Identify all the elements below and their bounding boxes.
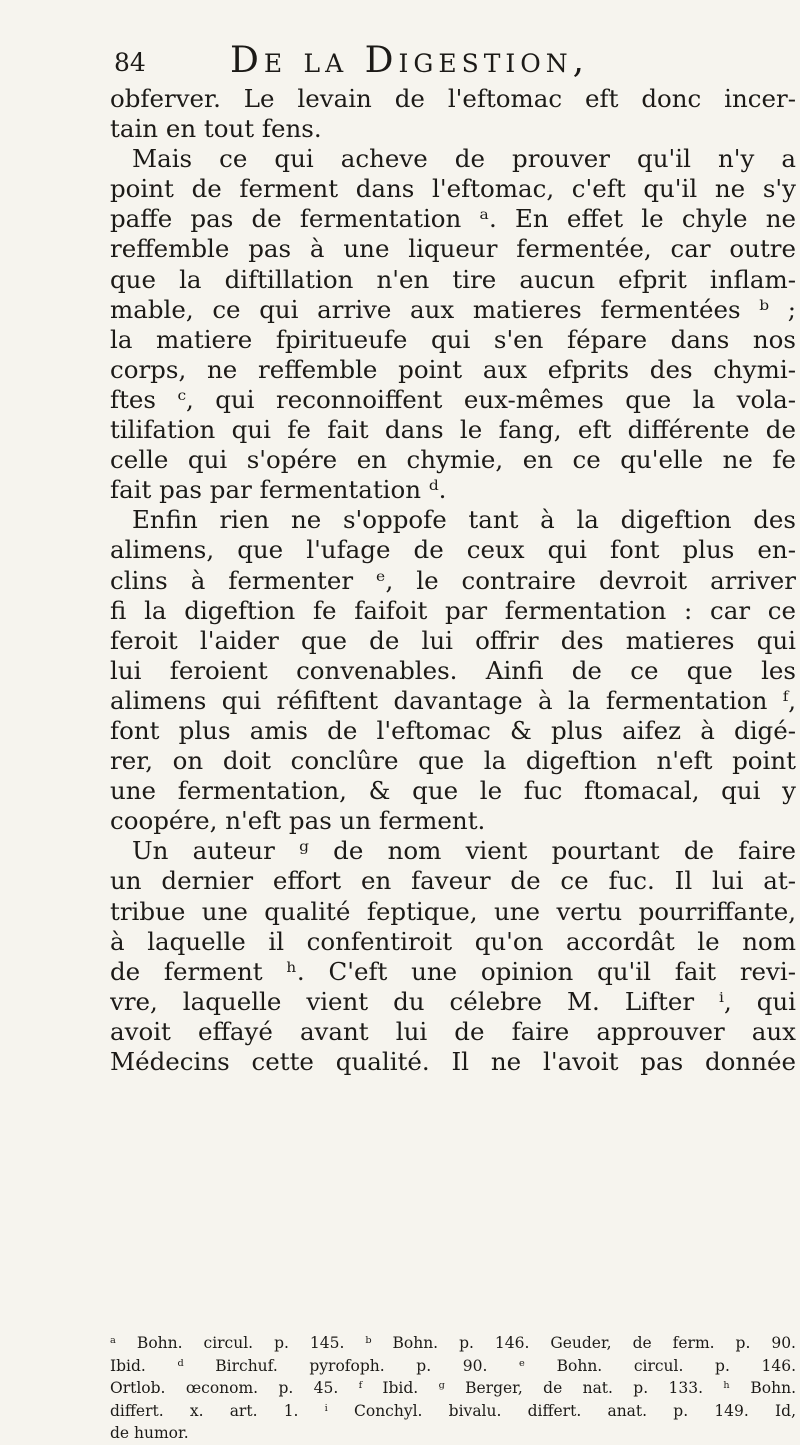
text-line: reffemble pas à une liqueur fermentée, car outre (110, 234, 796, 264)
text-line: de ferment ʰ. C'eft une opinion qu'il fait revi- (110, 956, 796, 986)
text-line: fait pas par fermentation ᵈ. (110, 475, 447, 505)
main-text (110, 84, 796, 1077)
text-line: une fermentation, & que le fuc ftomacal, qui y (110, 776, 796, 806)
running-title: De la Digestion, (230, 40, 590, 81)
text-line: un dernier effort en faveur de ce fuc. Il lui at- (110, 866, 796, 896)
text-line: Enfin rien ne s'oppofe tant à la digeftion des (132, 505, 796, 535)
text-line: à laquelle il confentiroit qu'on accordât le nom (110, 926, 796, 956)
text-line: fi la digeftion fe faifoit par fermentation : car ce (110, 595, 796, 625)
text-line: ftes ᶜ, qui reconnoiffent eux-mêmes que la vola- (110, 384, 796, 414)
page-number: 84 (114, 48, 146, 77)
footnote-line: Ortlob. œconom. p. 45. ᶠ Ibid. ᵍ Berger, de nat. p. 133. ʰ Bohn. (110, 1379, 796, 1397)
text-line: tain en tout fens. (110, 114, 322, 144)
text-line: font plus amis de l'eftomac & plus aifez à digé- (110, 715, 796, 745)
text-line: avoit effayé avant lui de faire approuver aux (110, 1016, 796, 1046)
text-line: celle qui s'opére en chymie, en ce qu'elle ne fe (110, 445, 796, 475)
text-line: feroit l'aider que de lui offrir des matieres qui (110, 625, 796, 655)
text-line: lui feroient convenables. Ainfi de ce que les (110, 655, 796, 685)
text-line: coopére, n'eft pas un ferment. (110, 806, 486, 836)
footnote-line: Ibid. ᵈ Birchuf. pyrofoph. p. 90. ᵉ Bohn. circul. p. 146. (110, 1356, 796, 1375)
footnote-line: de humor. (110, 1424, 189, 1442)
text-line: mable, ce qui arrive aux matieres fermentées ᵇ ; (110, 294, 796, 324)
text-line: vre, laquelle vient du célebre M. Lifter ⁱ, qui (110, 986, 796, 1016)
text-line: point de ferment dans l'eftomac, c'eft qu'il ne s'y (110, 174, 796, 204)
text-line: tribue une qualité feptique, une vertu pourriffante, (110, 896, 796, 926)
text-line: tilifation qui fe fait dans le fang, eft différente de (110, 415, 796, 445)
text-line: obferver. Le levain de l'eftomac eft donc incer- (110, 84, 796, 113)
footnote-line: differt. x. art. 1. ⁱ Conchyl. bivalu. differt. anat. p. 149. Id, (110, 1401, 796, 1420)
text-line: rer, on doit conclûre que la digeftion n'eft point (110, 746, 796, 776)
text-line: clins à fermenter ᵉ, le contraire devroit arriver (110, 565, 796, 595)
text-line: corps, ne reffemble point aux efprits des chymi- (110, 354, 796, 384)
text-line: alimens qui réfiftent davantage à la fermentation ᶠ, (110, 685, 796, 715)
text-line: Un auteur ᵍ de nom vient pourtant de faire (132, 836, 796, 866)
footnote-line: ᵃ Bohn. circul. p. 145. ᵇ Bohn. p. 146. Geuder, de ferm. p. 90. (110, 1334, 796, 1352)
page-header (112, 40, 792, 90)
footnotes (110, 1332, 796, 1445)
text-line: Médecins cette qualité. Il ne l'avoit pas donnée (110, 1047, 796, 1076)
text-line: que la diftillation n'en tire aucun efprit inflam- (110, 264, 796, 294)
text-line: alimens, que l'ufage de ceux qui font plus en- (110, 535, 796, 565)
text-line: la matiere fpiritueufe qui s'en fépare dans nos (110, 324, 796, 354)
text-line: Mais ce qui acheve de prouver qu'il n'y a (132, 144, 796, 174)
text-line: paffe pas de fermentation ᵃ. En effet le chyle ne (110, 204, 796, 234)
